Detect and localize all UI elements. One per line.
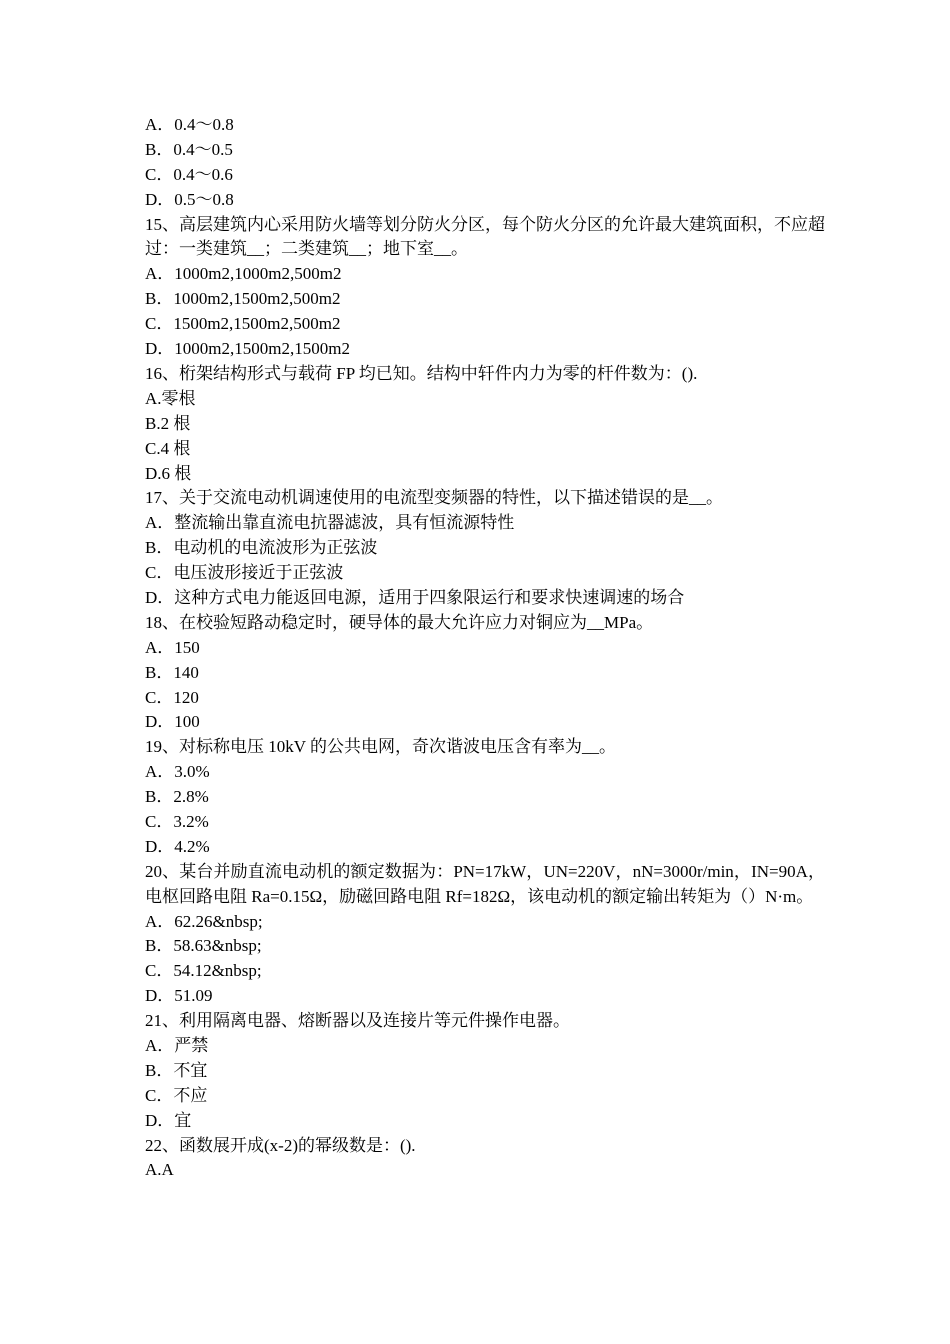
text-line: D．51.09	[145, 986, 213, 1006]
text-line: D．这种方式电力能返回电源，适用于四象限运行和要求快速调速的场合	[145, 587, 685, 607]
text-line: B.2 根	[145, 413, 191, 433]
text-line: D.6 根	[145, 463, 192, 483]
text-line: B．58.63&nbsp;	[145, 936, 262, 956]
text-line: 21、利用隔离电器、熔断器以及连接片等元件操作电器。	[145, 1011, 570, 1031]
text-line: C．54.12&nbsp;	[145, 961, 262, 981]
text-line: 19、对标称电压 10kV 的公共电网，奇次谐波电压含有率为__。	[145, 737, 616, 757]
text-line: A.A	[145, 1160, 174, 1180]
text-line: 22、函数展开成(x-2)的幂级数是：().	[145, 1135, 416, 1155]
text-line: A．1000m2,1000m2,500m2	[145, 264, 342, 284]
text-line: D．4.2%	[145, 836, 210, 856]
text-line: C．电压波形接近于正弦波	[145, 563, 344, 583]
text-line: D．100	[145, 712, 200, 732]
text-line: B．2.8%	[145, 787, 209, 807]
text-line: B．不宜	[145, 1060, 208, 1080]
text-line: B．140	[145, 662, 199, 682]
text-line: C．不应	[145, 1085, 208, 1105]
text-line: B．1000m2,1500m2,500m2	[145, 289, 341, 309]
text-line: 20、某台并励直流电动机的额定数据为：PN=17kW，UN=220V，nN=3000r/min，IN=90A，电枢回路电阻 Ra=0.15Ω，励磁回路电阻 Rf=182Ω，该电动机的额定输出转矩为（）N·m。	[145, 861, 825, 906]
text-line: C．0.4～0.6	[145, 164, 233, 184]
text-line: D．宜	[145, 1110, 192, 1130]
document-page	[145, 113, 825, 1183]
text-line: C．3.2%	[145, 811, 209, 831]
text-line: B．电动机的电流波形为正弦波	[145, 538, 378, 558]
text-line: A．0.4～0.8	[145, 115, 234, 134]
text-line: B．0.4～0.5	[145, 139, 233, 159]
text-line: C．1500m2,1500m2,500m2	[145, 314, 341, 334]
text-line: A．整流输出靠直流电抗器滤波，具有恒流源特性	[145, 513, 515, 533]
text-line: A.零根	[145, 388, 196, 408]
text-line: A．3.0%	[145, 762, 210, 782]
text-line: 15、高层建筑内心采用防火墙等划分防火分区，每个防火分区的允许最大建筑面积，不应超过：一类建筑__；二类建筑__；地下室__。	[145, 214, 825, 259]
text-line: C．120	[145, 687, 199, 707]
text-line: D．0.5～0.8	[145, 189, 234, 209]
text-line: A．62.26&nbsp;	[145, 911, 263, 931]
text-line: 17、关于交流电动机调速使用的电流型变频器的特性，以下描述错误的是__。	[145, 488, 723, 508]
text-line: A．150	[145, 637, 200, 657]
text-line: D．1000m2,1500m2,1500m2	[145, 339, 350, 359]
text-line: C.4 根	[145, 438, 191, 458]
text-line: A．严禁	[145, 1036, 209, 1056]
text-line: 16、桁架结构形式与载荷 FP 均已知。结构中轩件内力为零的杆件数为：().	[145, 363, 698, 383]
text-line: 18、在校验短路动稳定时，硬导体的最大允许应力对铜应为__MPa。	[145, 612, 654, 632]
